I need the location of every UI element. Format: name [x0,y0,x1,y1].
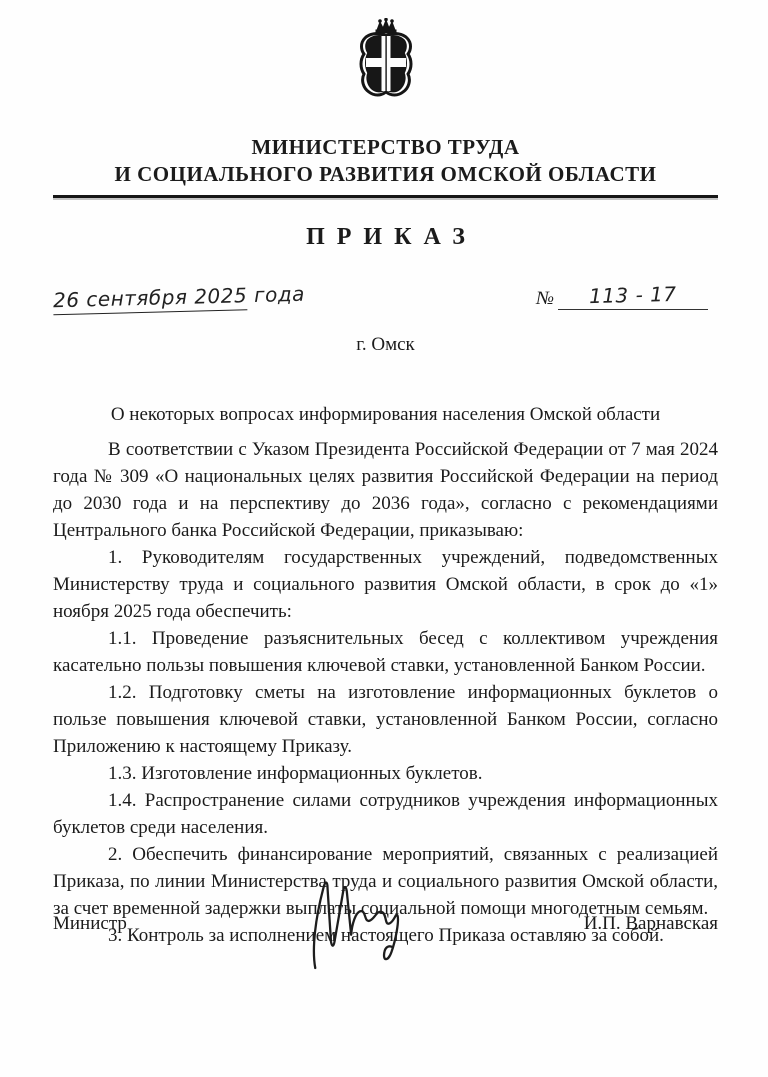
document-type-title: ПРИКАЗ [306,224,477,250]
body-paragraph: 1.1. Проведение разъяснительных бесед с коллективом учреждения касательно пользы повышения ключевой ставки, установленной Банком России. [53,628,718,676]
coat-of-arms-icon [53,18,718,104]
number-handwritten: 113 - 17 [588,281,678,309]
ministry-header [53,134,718,188]
city-line: г. Омск [356,334,415,355]
ministry-line2: И СОЦИАЛЬНОГО РАЗВИТИЯ ОМСКОЙ ОБЛАСТИ [114,162,657,186]
number-sign: № [536,288,554,309]
body-paragraph: 1. Руководителям государственных учреждений, подведомственных Министерству труда и социального развития Омской области, в срок до «1» ноября 2025 года обеспечить: [53,547,718,622]
body-paragraph: 2. Обеспечить финансирование мероприятий, связанных с реализацией Приказа, по линии Министерства труда и социального развития Омской области, за счет временной задержки выплаты социальной помощи многодетным семьям. [53,844,718,919]
meta-row [52,281,718,313]
body-paragraph: 1.4. Распространение силами сотрудников учреждения информационных буклетов среди населения. [53,790,718,838]
ministry-line1: МИНИСТЕРСТВО ТРУДА [251,135,520,159]
body-paragraph: 1.3. Изготовление информационных буклетов. [108,763,483,784]
body-paragraph: В соответствии с Указом Президента Российской Федерации от 7 мая 2024 года № 309 «О национальных целях развития Российской Федерации на период до 2030 года и на перспективу до 2036 года», согласно с рекомендациями Центрального банка Российской Федерации, приказываю: [53,439,718,541]
signature-icon [303,870,408,981]
date-handwritten: 26 сентября 2025 года [53,285,305,310]
document-number [536,283,708,310]
body-paragraph: 1.2. Подготовку сметы на изготовление информационных буклетов о пользе повышения ключевой ставки, установленной Банком России, согласно Приложению к настоящему Приказу. [53,682,718,757]
signatory-name: И.П. Варнавская [583,913,718,934]
header-divider [53,195,718,198]
subject-line: О некоторых вопросах информирования населения Омской области [110,404,661,425]
body-paragraph: 3. Контроль за исполнением настоящего Приказа оставляю за собой. [108,925,664,946]
signatory-position: Министр [53,913,127,934]
signature-row [53,895,718,981]
